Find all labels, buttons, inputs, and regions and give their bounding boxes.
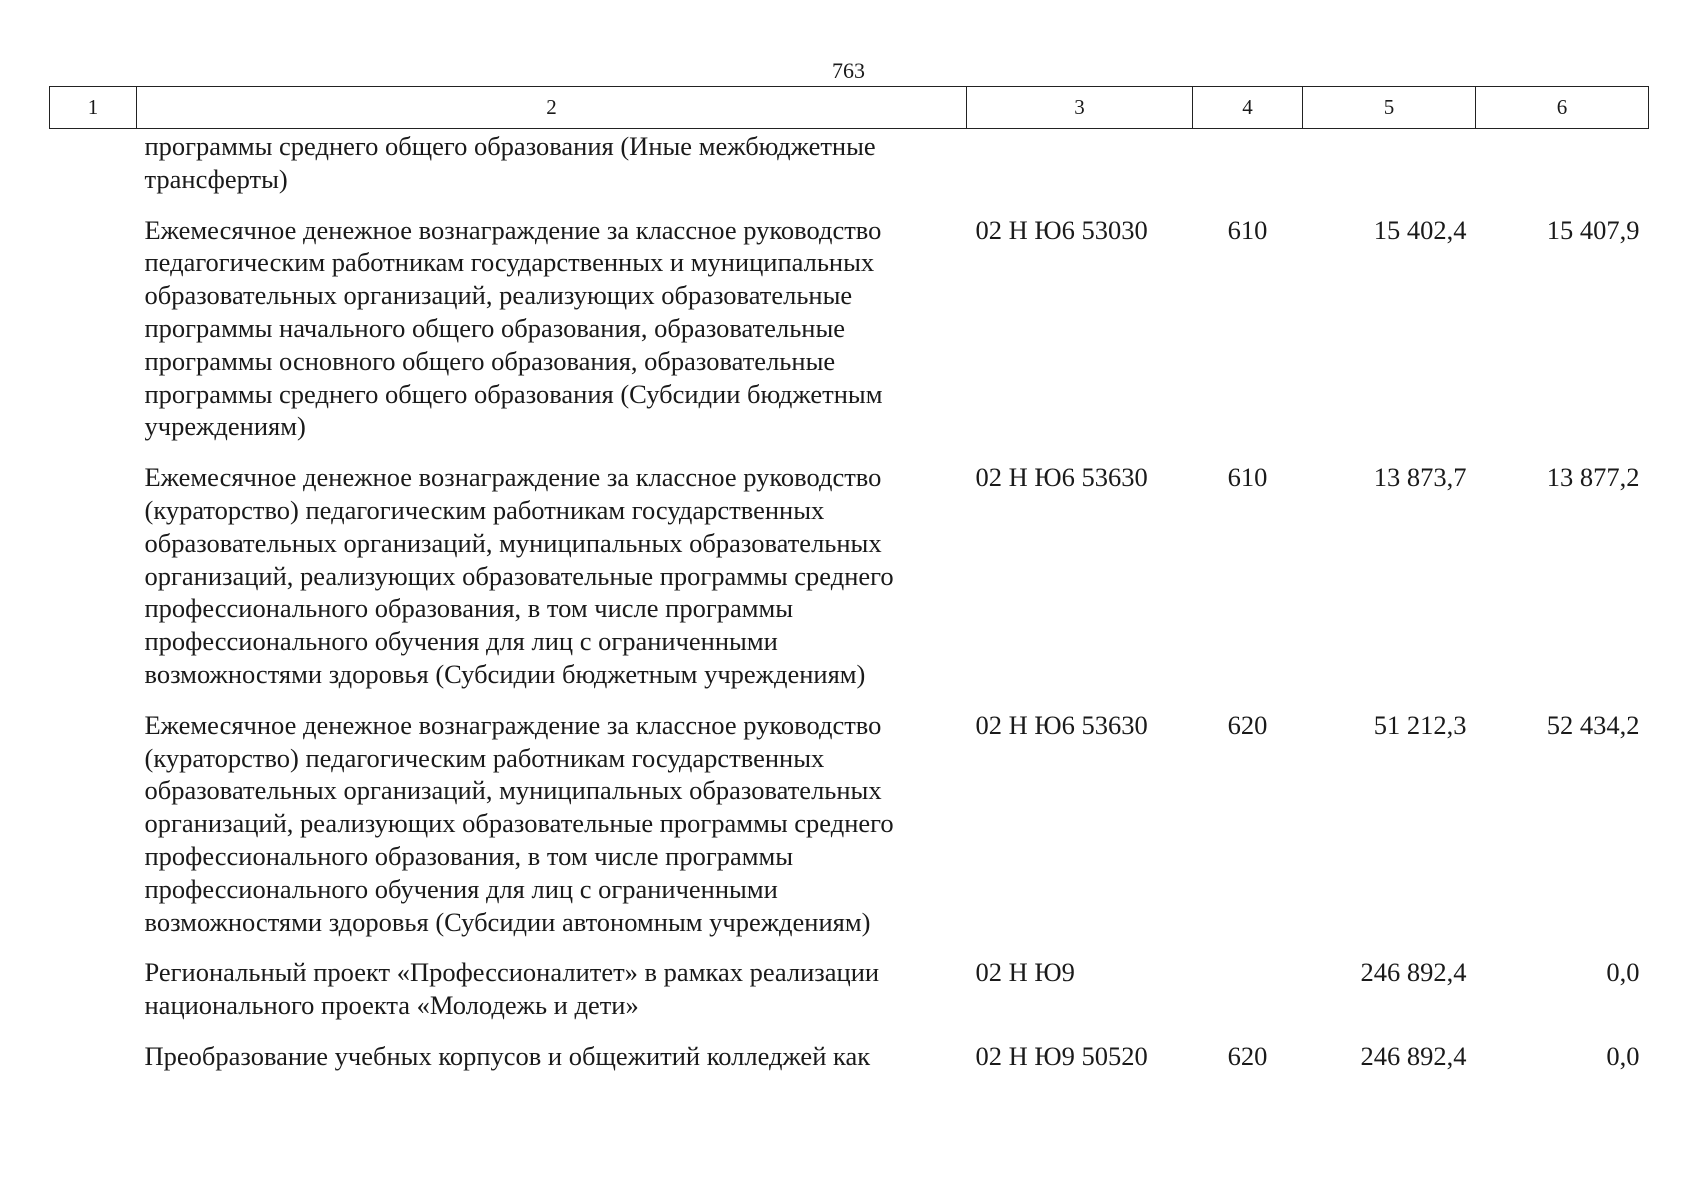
row-sum-2: 0,0	[1606, 957, 1640, 988]
row-vr: 620	[1227, 1040, 1268, 1071]
row-sum-2: 13 877,2	[1546, 462, 1640, 493]
row-name: Ежемесячное денежное вознаграждение за классное руководство (кураторство) педагогическим работникам государственных образовательных организаций, муниципальных образовательных организаций, реализующих образовательные программы среднего профессионального образования, в том числе программы профессионального обучения для лиц с ограниченными возможностями здоровья (Субсидии бюджетным учреждениям)	[144, 462, 894, 689]
row-sum-1: 13 873,7	[1373, 462, 1467, 493]
row-vr: 610	[1227, 462, 1268, 493]
row-sum-1: 51 212,3	[1373, 709, 1467, 740]
row-csr	[967, 129, 1193, 209]
row-name: Ежемесячное денежное вознаграждение за классное руководство педагогическим работникам государственных и муниципальных образовательных организаций, реализующих образовательные программы начального общего образования, образовательные программы основного общего образования, образовательные программы среднего общего образования (Субсидии бюджетным учреждениям)	[144, 214, 883, 442]
row-sum-1: 246 892,4	[1360, 957, 1467, 988]
row-csr: 02 Н Ю9 50520	[975, 1040, 1148, 1071]
row-name: Региональный проект «Профессионалитет» в рамках реализации национального проекта «Молодежь и дети»	[144, 957, 880, 1021]
row-csr: 02 Н Ю6 53030	[975, 214, 1148, 245]
table-row	[50, 704, 1649, 952]
row-name: Ежемесячное денежное вознаграждение за классное руководство (кураторство) педагогическим работникам государственных образовательных организаций, муниципальных образовательных организаций, реализующих образовательные программы среднего профессионального образования, в том числе программы профессионального обучения для лиц с ограниченными возможностями здоровья (Субсидии автономным учреждениям)	[144, 709, 894, 937]
row-sum-2: 0,0	[1606, 1040, 1640, 1071]
table-row	[50, 951, 1649, 1035]
row-sum-1	[1303, 129, 1476, 209]
row-sum-2	[1476, 129, 1649, 209]
row-name: программы среднего общего образования (Иные межбюджетные трансферты)	[144, 131, 876, 194]
header-col-1: 1	[50, 87, 137, 129]
row-vr: 620	[1227, 709, 1268, 740]
row-csr: 02 Н Ю9	[975, 957, 1075, 988]
header-col-4: 4	[1193, 87, 1303, 129]
row-vr: 610	[1227, 214, 1268, 245]
table-row	[50, 1035, 1649, 1086]
page-number: 763	[832, 58, 865, 83]
row-vr	[1193, 129, 1303, 209]
header-col-6: 6	[1476, 87, 1649, 129]
table-row	[50, 456, 1649, 704]
header-col-3: 3	[967, 87, 1193, 129]
row-name: Преобразование учебных корпусов и общежитий колледжей как	[144, 1040, 871, 1071]
row-csr: 02 Н Ю6 53630	[975, 709, 1148, 740]
row-csr: 02 Н Ю6 53630	[975, 462, 1148, 493]
row-vr	[1193, 951, 1303, 1035]
row-sum-2: 52 434,2	[1546, 709, 1640, 740]
row-sum-1: 246 892,4	[1360, 1040, 1467, 1071]
row-sum-1: 15 402,4	[1373, 214, 1467, 245]
budget-table	[49, 86, 1649, 1086]
header-col-5: 5	[1303, 87, 1476, 129]
table-row	[50, 129, 1649, 209]
row-sum-2: 15 407,9	[1546, 214, 1640, 245]
table-row	[50, 209, 1649, 457]
header-col-2: 2	[137, 87, 967, 129]
table-header-row	[50, 87, 1649, 129]
